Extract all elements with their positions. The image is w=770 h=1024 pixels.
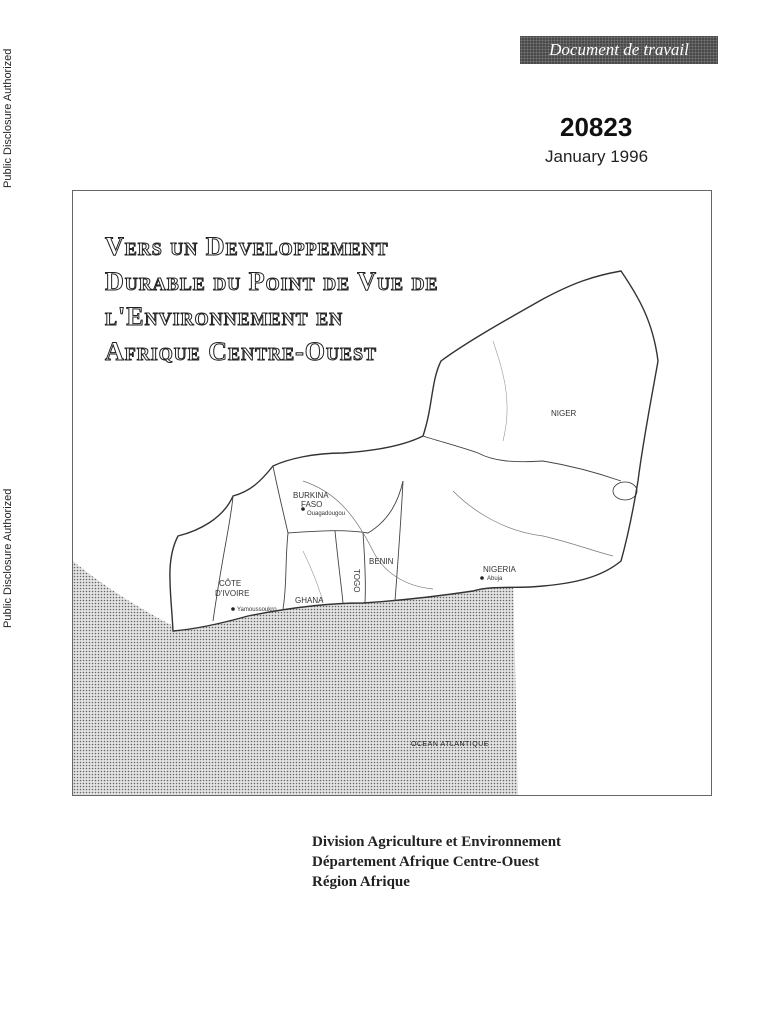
map-label-niger: NIGER xyxy=(551,409,577,418)
report-date: January 1996 xyxy=(545,147,649,166)
map-label-ouagadougou: Ouagadougou xyxy=(307,511,346,517)
map-label-ocean: OCEAN ATLANTIQUE xyxy=(411,741,489,748)
org-line-division: Division Agriculture et Environnement xyxy=(312,834,562,850)
map-label-abuja: Abuja xyxy=(487,576,503,582)
map-label-nigeria: NIGERIA xyxy=(483,565,516,574)
cover-title-line-2: Durable du Point de Vue de xyxy=(105,267,439,296)
map-label-faso: FASO xyxy=(301,500,323,509)
cover-map xyxy=(72,190,712,796)
report-number: 20823 xyxy=(560,112,633,142)
disclosure-note-middle: Public Disclosure Authorized xyxy=(2,488,14,628)
map-label-togo: TOGO xyxy=(352,569,361,593)
map-label-cote: CÔTE xyxy=(219,579,242,588)
cover-title-line-4: Afrique Centre-Ouest xyxy=(105,337,377,366)
cover-title xyxy=(105,229,505,369)
map-label-ghana: GHANA xyxy=(295,596,324,605)
map-label-benin: BENIN xyxy=(369,557,394,566)
organization-block xyxy=(312,832,561,892)
org-line-department: Département Afrique Centre-Ouest xyxy=(312,854,540,870)
disclosure-note-top: Public Disclosure Authorized xyxy=(2,48,14,188)
map-label-divoire: D'IVOIRE xyxy=(215,589,250,598)
cover-title-line-1: Vers un Developpement xyxy=(105,232,389,261)
city-abuja-dot xyxy=(480,576,484,580)
city-yamoussoukro-dot xyxy=(231,607,235,611)
map-label-burkina: BURKINA xyxy=(293,491,329,500)
map-label-yamoussoukro: Yamoussoukro xyxy=(237,607,277,613)
org-line-region: Région Afrique xyxy=(312,874,410,890)
cover-title-line-3: l'Environnement en xyxy=(105,302,344,331)
document-type-label: Document de travail xyxy=(520,36,718,64)
